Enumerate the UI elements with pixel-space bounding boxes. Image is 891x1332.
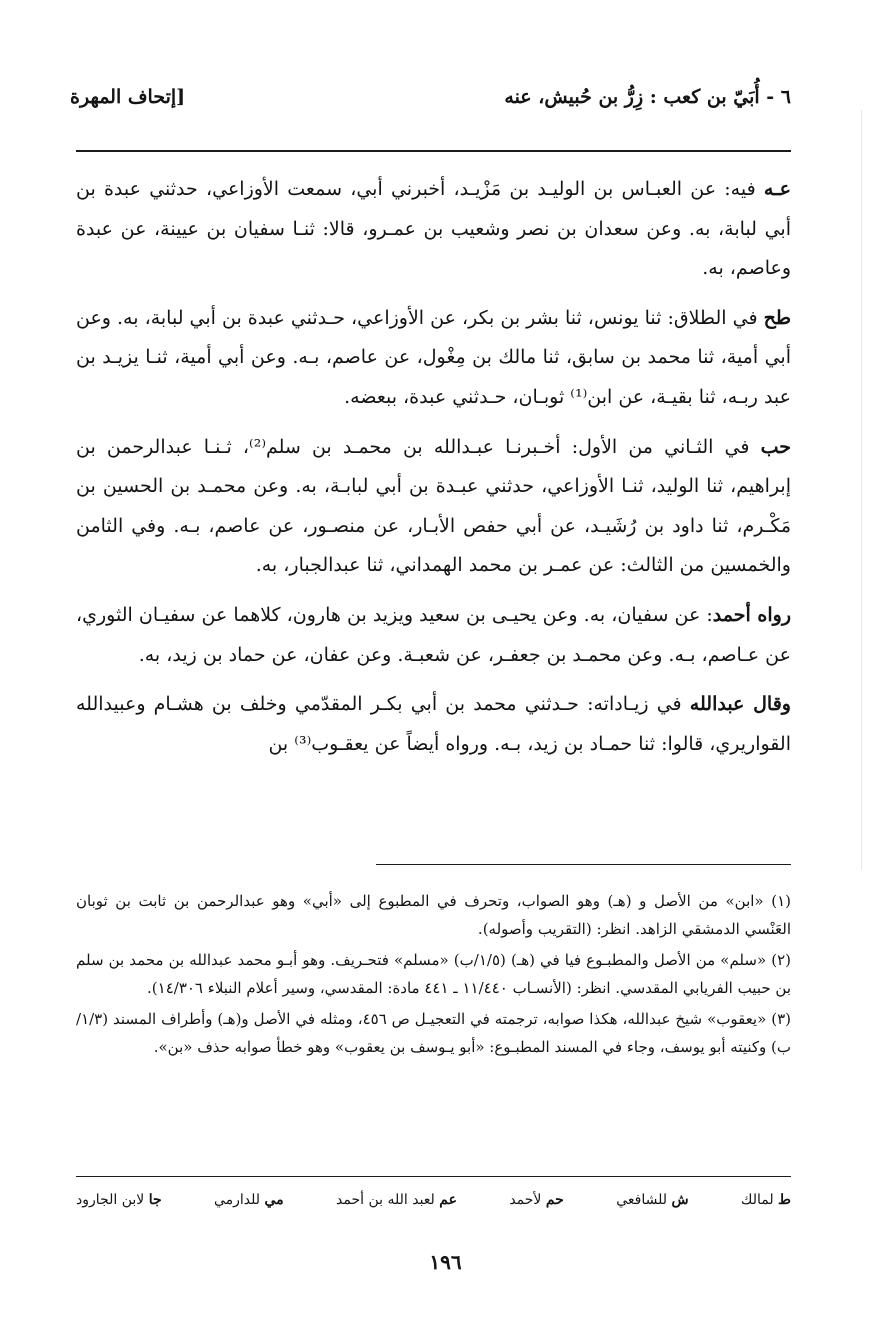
paragraph [76,596,791,675]
key-code: ط [778,1192,791,1208]
key-item [336,1192,457,1208]
key-label: لابن الجارود [76,1192,145,1208]
running-header [70,86,791,120]
siglum: طح [763,306,791,329]
main-text [76,170,791,774]
key-label: لأحمد [509,1192,542,1208]
footnote-rule [376,864,791,865]
footnotes [76,888,791,1065]
paragraph [76,170,791,289]
key-item [214,1192,284,1208]
siglum: عـه [763,178,791,200]
paragraph [76,685,791,764]
key-item [741,1192,791,1208]
paragraph [76,428,791,586]
key-code: ش [671,1192,689,1208]
key-code: مي [264,1192,284,1208]
paragraph-text: في الثـاني من الأول: أخـبرنـا عبـدالله بن محمـد بن سلم⁽²⁾، ثـنـا عبدالرحمن بن إبراهيم، ثنا الوليد، ثنـا الأوزاعي، حدثني عبـدة بن أبي لبابـة، به. وعن محمـد بن الحسين بن مَكْـرم، ثنا داود بن رُشَيـد، عن أبي حفص الأبـار، عن منصـور، عن عاصم، بـه. وفي الثامن والخمسين من الثالث: عن عمـر بن محمد الهمداني، ثنا عبدالجبار، به. [76,435,791,577]
key-label: لعبد الله بن أحمد [336,1192,435,1208]
siglum: حب [760,435,791,458]
key-code: عم [439,1192,457,1208]
key-item [509,1192,564,1208]
key-label: لمالك [740,1192,774,1208]
chapter-heading: ٦ - أُبَيّ بن كعب : زِرُّ بن حُبيش، عنه [504,86,791,108]
paragraph [76,299,791,418]
paragraph-text: : عن سفيان، به. وعن يحيـى بن سعيد ويزيد بن هارون، كلاهما عن سفيـان الثوري، عن عـاصم، بـه. وعن محمـد بن جعفـر، عن شعبـة. وعن عفان، عن حماد بن زيد، به. [76,603,791,666]
footnote: (٢) «سلم» من الأصل والمطبـوع فيا في (هـ) (١/٥/ب) «مسلم» فتحـريف. وهو أبـو محمد عبدالله بن محمد بن سلم بن حبيب الفريابي المقدسي. انظر: (الأنسـاب ١١/٤٤٠ ـ ٤٤١ مادة: المقدسي، وسير أعلام النبلاء ١٤/٣٠٦). [76,951,791,997]
paragraph-text: في زيـاداته: حـدثني محمد بن أبي بكـر المقدّمي وخلف بن هشـام وعبيدالله القواريري، قالوا: ثنا حمـاد بن زيد، بـه. ورواه أيضاً عن يعقـوب⁽³⁾ بن [76,693,791,755]
siglum: رواه أحمد [712,603,791,626]
siglum: وقال عبدالله [689,693,791,716]
paragraph-text: في الطلاق: ثنا يونس، ثنا بشر بن بكر، عن الأوزاعي، حـدثني عبدة بن أبي لبابة، به. وعن أبي أمية، ثنا محمد بن سابق، ثنا مالك بن مِغْول، عن عاصم، بـه. وعن أبي أمية، ثنـا يزيـد بن عبد ربـه، ثنا بقيـة، عن ابن⁽¹⁾ ثوبـان، حـدثني عبدة، ببعضه. [76,306,791,408]
key-item [616,1192,688,1208]
header-rule [76,150,791,152]
book-title: [إتحاف المهرة [70,86,186,108]
scan-edge-line [861,110,862,870]
footnote: (١) «ابن» من الأصل و (هـ) وهو الصواب، وتحرف في المطبوع إلى «أبي» وهو عبدالرحمن بن ثابت بن ثوبان العَنْسي الدمشقي الزاهد. انظر: (التقريب وأصوله). [76,892,791,938]
footnote: (٣) «يعقوب» شيخ عبدالله، هكذا صوابه، ترجمته في التعجيـل ص ٤٥٦، ومثله في الأصل و(هـ) وأطراف المسند (١/٣/ب) وكنيته أبو يوسف، وجاء في المسند المطبـوع: «أبو يـوسف بن يعقوب» وهو خطأ صوابه حذف «بن». [76,1010,791,1056]
paragraph-text: فيه: عن العبـاس بن الوليـد بن مَزْيـد، أخبرني أبي، سمعت الأوزاعي، حدثني عبدة بن أبي لبابة، به. وعن سعدان بن نصر وشعيب بن عمـرو، قالا: ثنـا سفيان بن عيينة، عن عبدة وعاصم، به. [76,178,791,280]
abbreviation-key [76,1192,791,1208]
key-rule [76,1176,791,1177]
key-label: للشافعي [616,1192,667,1208]
key-item [76,1192,162,1208]
page-number: ١٩٦ [429,1250,462,1274]
key-label: للدارمي [213,1192,261,1208]
key-code: جا [148,1192,162,1208]
key-code: حم [545,1192,564,1208]
